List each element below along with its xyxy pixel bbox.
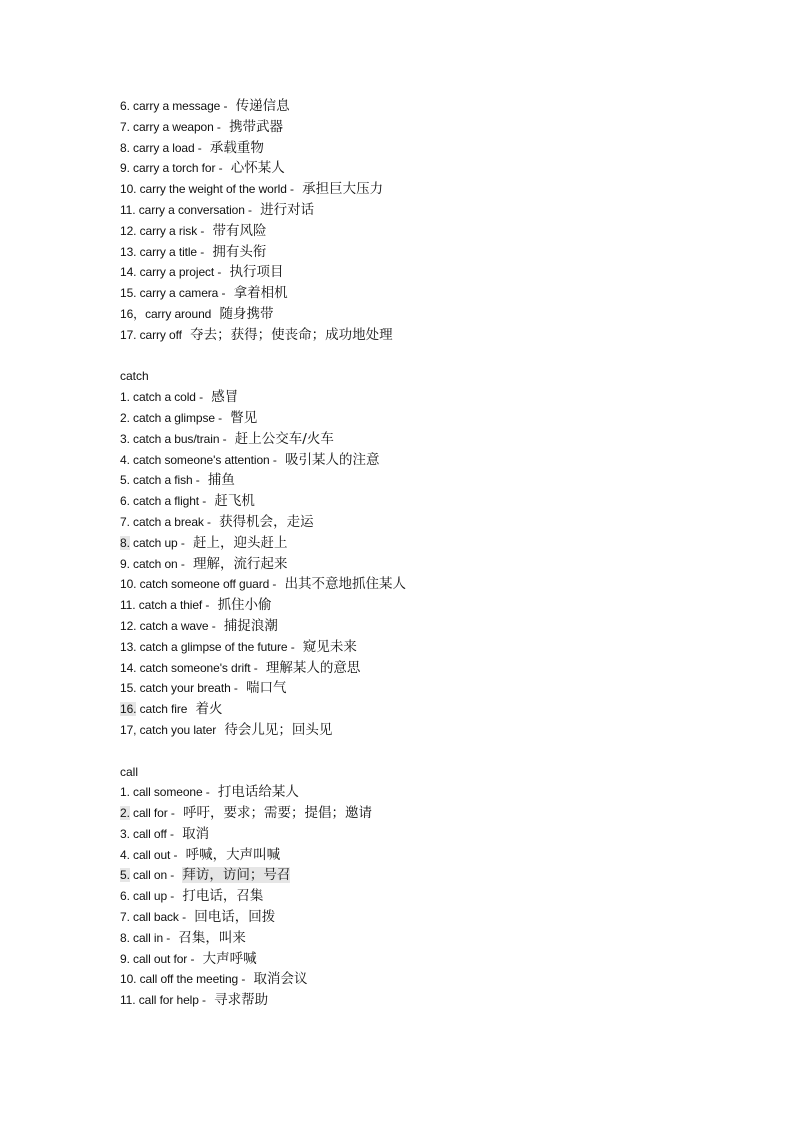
phrase-zh: 感冒 xyxy=(211,389,239,406)
item-number: 10. xyxy=(120,577,137,592)
phrase-en: catch someone's attention - xyxy=(129,452,280,467)
phrase-zh: 出其不意地抓住某人 xyxy=(284,576,407,593)
item-number: 10. xyxy=(120,972,137,987)
phrase-en: catch a fish - xyxy=(129,473,203,488)
item-number: 15. xyxy=(120,286,137,301)
phrase-en: call off the meeting - xyxy=(136,972,249,987)
catch-section xyxy=(120,366,720,740)
list-item xyxy=(120,138,720,159)
phrase-zh: 召集，叫来 xyxy=(178,929,246,946)
phrase-en: catch a wave - xyxy=(136,618,219,633)
item-number: 10. xyxy=(120,182,137,197)
phrase-zh: 理解某人的意思 xyxy=(265,659,361,676)
item-number: 12. xyxy=(120,223,137,238)
phrase-en: call up - xyxy=(129,889,178,904)
phrase-en: carry a weapon - xyxy=(129,119,225,134)
phrase-en: catch you later xyxy=(136,722,220,737)
phrase-zh: 喘口气 xyxy=(246,680,287,697)
list-item xyxy=(120,720,720,741)
item-number: 1. xyxy=(120,390,130,405)
phrase-en: carry a conversation - xyxy=(135,202,256,217)
item-number: 6. xyxy=(120,494,130,509)
phrase-en: catch a glimpse - xyxy=(129,410,226,425)
phrase-en: call on - xyxy=(129,868,178,883)
phrase-en: catch a flight - xyxy=(129,494,210,509)
item-number: 3. xyxy=(120,826,130,841)
item-number: 8. xyxy=(120,930,130,945)
item-number: 1. xyxy=(120,785,130,800)
item-number: 7. xyxy=(120,119,130,134)
spacer xyxy=(120,346,720,367)
phrase-zh: 理解，流行起来 xyxy=(192,555,288,572)
phrase-zh: 拥有头衔 xyxy=(212,243,267,260)
phrase-en: call off - xyxy=(129,826,178,841)
phrase-zh: 吸引某人的注意 xyxy=(284,451,380,468)
item-number: 14. xyxy=(120,265,137,280)
phrase-zh: 捕鱼 xyxy=(207,472,235,489)
list-item xyxy=(120,678,720,699)
phrase-zh: 捕捉浪潮 xyxy=(223,617,278,634)
item-number: 7. xyxy=(120,910,130,925)
phrase-zh: 拜访，访问；号召 xyxy=(182,867,291,884)
list-item xyxy=(120,158,720,179)
phrase-en: carry a title - xyxy=(136,244,208,259)
item-number: 5. xyxy=(120,868,130,883)
phrase-en: catch fire xyxy=(136,702,191,717)
list-item xyxy=(120,574,720,595)
item-number: 11. xyxy=(120,202,136,217)
list-item xyxy=(120,533,720,554)
phrase-zh: 窥见未来 xyxy=(302,638,357,655)
item-number: 11. xyxy=(120,993,136,1008)
phrase-zh: 承担巨大压力 xyxy=(302,181,384,198)
phrase-zh: 呼喊，大声叫喊 xyxy=(185,846,281,863)
list-item xyxy=(120,865,720,886)
list-item xyxy=(120,325,720,346)
list-item xyxy=(120,450,720,471)
list-item xyxy=(120,699,720,720)
list-item xyxy=(120,304,720,325)
phrase-en: carry a torch for - xyxy=(129,161,226,176)
list-item xyxy=(120,969,720,990)
phrase-zh: 呼吁，要求；需要；提倡；邀请 xyxy=(182,805,372,822)
phrase-zh: 抓住小偷 xyxy=(217,597,272,614)
list-item xyxy=(120,491,720,512)
phrase-en: catch a bus/train - xyxy=(129,431,230,446)
list-item xyxy=(120,387,720,408)
list-item xyxy=(120,886,720,907)
phrase-en: catch a glimpse of the future - xyxy=(136,639,298,654)
phrase-zh: 大声呼喊 xyxy=(202,950,257,967)
list-item xyxy=(120,824,720,845)
item-number: 15. xyxy=(120,681,137,696)
phrase-zh: 赶飞机 xyxy=(214,493,255,510)
item-number: 7. xyxy=(120,514,130,529)
item-number: 2. xyxy=(120,410,130,425)
phrase-en: call out - xyxy=(129,847,181,862)
item-number: 2. xyxy=(120,806,130,821)
item-number: 6. xyxy=(120,99,130,113)
phrase-zh: 传递信息 xyxy=(235,98,290,114)
list-item xyxy=(120,803,720,824)
phrase-zh: 赶上，迎头赶上 xyxy=(192,534,288,551)
phrase-en: call for - xyxy=(129,806,178,821)
phrase-en: catch someone's drift - xyxy=(136,660,261,675)
item-number: 8. xyxy=(120,140,130,155)
item-number: 13. xyxy=(120,639,137,654)
list-item xyxy=(120,470,720,491)
phrase-en: catch on - xyxy=(129,556,188,571)
phrase-en: catch up - xyxy=(129,535,188,550)
phrase-zh: 承载重物 xyxy=(209,139,264,156)
phrase-zh: 带有风险 xyxy=(212,222,267,239)
phrase-zh: 打电话给某人 xyxy=(217,784,299,801)
item-number: 4. xyxy=(120,847,130,862)
list-item xyxy=(120,179,720,200)
phrase-en: carry the weight of the world - xyxy=(136,182,298,197)
phrase-en: carry a project - xyxy=(136,265,225,280)
item-number: 9. xyxy=(120,556,130,571)
item-number: 4. xyxy=(120,452,130,467)
phrase-en: catch a thief - xyxy=(135,598,213,613)
phrase-zh: 着火 xyxy=(195,701,223,718)
phrase-en: call in - xyxy=(129,930,174,945)
list-item xyxy=(120,221,720,242)
list-item xyxy=(120,262,720,283)
phrase-zh: 回电话，回拨 xyxy=(194,909,276,926)
list-item xyxy=(120,512,720,533)
item-number: 9. xyxy=(120,161,130,176)
phrase-en: carry a load - xyxy=(129,140,205,155)
list-item xyxy=(120,554,720,575)
phrase-en: call back - xyxy=(129,910,190,925)
phrase-en: carry off xyxy=(136,327,186,342)
item-number: 17, xyxy=(120,722,137,737)
list-item xyxy=(120,845,720,866)
phrase-zh: 进行对话 xyxy=(260,201,315,218)
list-item xyxy=(120,658,720,679)
list-item xyxy=(120,117,720,138)
phrase-en: carry a message - xyxy=(129,99,231,113)
phrase-zh: 执行项目 xyxy=(229,264,284,281)
phrase-zh: 瞥见 xyxy=(230,409,258,426)
phrase-en: carry around xyxy=(145,306,215,321)
item-number: 9. xyxy=(120,951,130,966)
list-item xyxy=(120,990,720,1011)
item-number: 5. xyxy=(120,473,130,488)
phrase-en: catch someone off guard - xyxy=(136,577,280,592)
section-heading: call xyxy=(120,764,139,779)
phrase-zh: 寻求帮助 xyxy=(214,992,269,1009)
phrase-zh: 取消会议 xyxy=(253,971,308,988)
spacer xyxy=(120,741,720,762)
phrase-en: call out for - xyxy=(129,951,198,966)
list-item xyxy=(120,283,720,304)
list-item xyxy=(120,595,720,616)
phrase-en: call for help - xyxy=(135,993,210,1008)
list-item xyxy=(120,637,720,658)
list-item xyxy=(120,928,720,949)
phrase-zh: 打电话，召集 xyxy=(182,888,264,905)
item-number: 16， xyxy=(120,306,146,321)
list-item xyxy=(120,96,720,117)
phrase-zh: 夺去；获得；使丧命；成功地处理 xyxy=(190,326,393,343)
list-item xyxy=(120,200,720,221)
phrase-en: catch a cold - xyxy=(129,390,207,405)
carry-section xyxy=(120,96,720,346)
item-number: 12. xyxy=(120,618,137,633)
phrase-zh: 赶上公交车/火车 xyxy=(234,430,334,447)
list-item xyxy=(120,949,720,970)
item-number: 17. xyxy=(120,327,137,342)
item-number: 8. xyxy=(120,535,130,550)
item-number: 14. xyxy=(120,660,137,675)
section-heading: catch xyxy=(120,369,149,384)
list-item xyxy=(120,907,720,928)
phrase-en: carry a risk - xyxy=(136,223,208,238)
list-item xyxy=(120,408,720,429)
phrase-zh: 携带武器 xyxy=(229,118,284,135)
item-number: 6. xyxy=(120,889,130,904)
phrase-en: call someone - xyxy=(129,785,213,800)
phrase-zh: 随身携带 xyxy=(219,305,274,322)
document-page xyxy=(120,96,720,1011)
list-item xyxy=(120,616,720,637)
phrase-zh: 待会儿见；回头见 xyxy=(224,721,333,738)
item-number: 11. xyxy=(120,598,136,613)
list-item xyxy=(120,782,720,803)
phrase-en: catch a break - xyxy=(129,514,215,529)
phrase-zh: 心怀某人 xyxy=(230,160,285,177)
phrase-zh: 取消 xyxy=(182,825,210,842)
item-number: 16. xyxy=(120,702,137,717)
item-number: 3. xyxy=(120,431,130,446)
phrase-en: catch your breath - xyxy=(136,681,242,696)
item-number: 13. xyxy=(120,244,137,259)
phrase-en: carry a camera - xyxy=(136,286,229,301)
list-item xyxy=(120,429,720,450)
list-item xyxy=(120,242,720,263)
phrase-zh: 拿着相机 xyxy=(233,285,288,302)
call-section xyxy=(120,762,720,1012)
phrase-zh: 获得机会，走运 xyxy=(219,513,314,530)
